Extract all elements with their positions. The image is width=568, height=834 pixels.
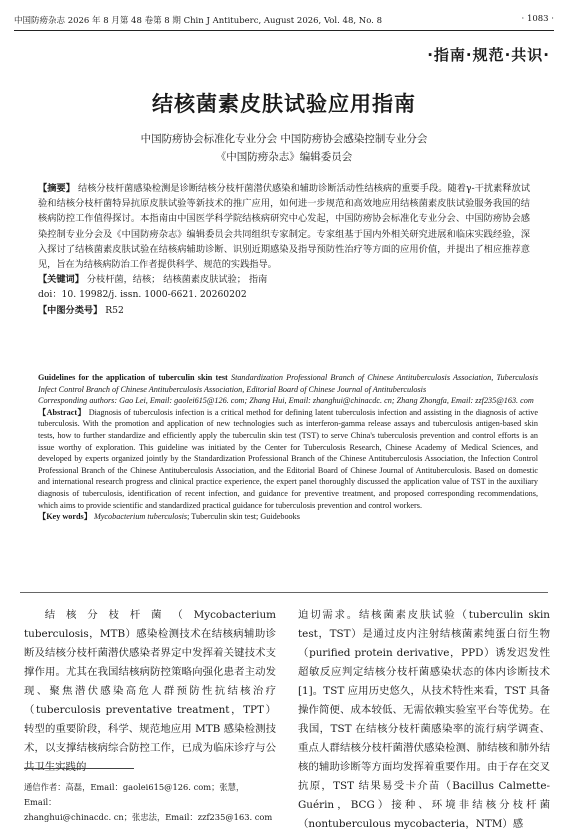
english-abstract [38, 372, 538, 523]
keywords-label-cn: 【关键词】 [38, 274, 84, 286]
keywords-cn: 分枝杆菌，结核； 结核菌素皮肤试验； 指南 [86, 274, 268, 286]
author-line-2: 《中国防痨杂志》编辑委员会 [215, 151, 353, 163]
author-block [0, 130, 568, 166]
body-column-left [24, 606, 276, 777]
header-rule [14, 30, 554, 31]
journal-citation: 中国防痨杂志 2026 年 8 月第 48 卷第 8 期 Chin J Antituberc, August 2026, Vol. 48, No. 8 [14, 16, 382, 26]
section-divider [20, 592, 548, 593]
corresponding-authors: Corresponding authors: Gao Lei, Email: gaolei615@126. com; Zhang Hui, Email: zhanghui@chinacdc. cn; Zhang Zhongfa, Email: zzf235@163. com [38, 396, 534, 406]
clc-label: 【中图分类号】 [38, 304, 103, 316]
running-header [14, 14, 554, 26]
author-line-1: 中国防痨协会标准化专业分会 中国防痨协会感染控制专业分会 [140, 133, 428, 145]
footnote-rule [24, 768, 134, 769]
abstract-text-cn: 结核分枝杆菌感染检测是诊断结核分枝杆菌潜伏感染和辅助诊断活动性结核病的重要手段。随着γ-干扰素释放试验和结核分枝杆菌特异抗原皮肤试验等新技术的推广应用，如何进一步规范和高效地应用结核菌素皮肤试验服务我国的结核病防控工作值得探讨。本指南由中国医学科学院结核病研究中心发起，中国防痨协会标准化专业分会、中国防痨协会感染控制专业分会及《中国防痨杂志》编辑委员会共同组织专家制定。专家组基于国内外相关研究进展和临床实践经验，深入探讨了结核菌素皮肤试验在结核病辅助诊断、识别近期感染及指导预防性治疗等方面的应用价值，并提出了相应推荐意见，旨在为结核病防治工作者提供科学、规范的实践指导。 [38, 183, 531, 271]
keywords-en: ; Tuberculin skin test; Guidebooks [187, 512, 300, 522]
body-paragraph: 结核分枝杆菌（Mycobacterium tuberculosis，MTB）感染检测技术在结核病辅助诊断及结核分枝杆菌潜伏感染者界定中发挥着关键技术支撑作用。尤其在我国结核病防控策略向强化患者主动发现、聚焦潜伏感染高危人群预防性抗结核治疗（tuberculosis preventative treatment，TPT）转型的重要阶段，科学、规范地应用 MTB 感染检测技术，以支撑结核病综合防控工作，已成为临床诊疗与公共卫生实践的 [24, 609, 276, 773]
keyword-mtb: Mycobacterium tuberculosis [93, 512, 188, 522]
footnote [24, 780, 276, 825]
keywords-label-en: 【Key words】 [38, 512, 92, 522]
article-title: 结核菌素皮肤试验应用指南 [152, 92, 416, 116]
doi: doi：10. 19982/j. issn. 1000-6621. 20260202 [38, 289, 247, 301]
page-number: · 1083 · [521, 14, 554, 24]
abstract-text-en: Diagnosis of tuberculosis infection is a critical method for defining latent tuberculosis infection and assisting in the diagnosis of active tuberculosis. With the promotion and application of new technologies such as interferon-gamma release assays and tuberculosis antigen-based skin tests, how to further standardize and efficiently apply the tuberculin skin test (TST) to serve China's tuberculosis prevention and control efforts is an issue worthy of exploration. This guideline was initiated by the Center for Tuberculosis Research, Chinese Academy of Medical Sciences, and developed by experts organized jointly by the Standardization Professional Branch of the Chinese Antituberculosis Association, the Infection Control Professional Branch of the Chinese Antituberculosis Association, and the Editorial Board of Chinese Journal of Antituberculosis. Based on domestic and international research progress and clinical practice experience, the expert panel thoroughly discussed the application value of TST in the auxiliary diagnosis of tuberculosis, identification of recent infection, and guidance for preventive treatment, and proposed corresponding recommendations, which aims to provide scientific and standardized practical guidance for tuberculosis prevention and control workers. [38, 407, 539, 510]
footnote-line-2: zhanghui@chinacdc. cn；张忠法，Email：zzf235@163. com [24, 812, 273, 822]
body-paragraph: 迫切需求。结核菌素皮肤试验（tuberculin skin test，TST）是通过皮内注射结核菌素纯蛋白衍生物（purified protein derivative，PPD）诱发迟发性超敏反应判定结核分枝杆菌感染状态的体内诊断技术[1]。TST 应用历史悠久，从技术特性来看，TST 具备操作简便、成本较低、无需依赖实验室平台等优势。在我国，TST 在结核分枝杆菌感染率的流行病学调查、重点人群结核分枝杆菌潜伏感染检测、肺结核和肺外结核的辅助诊断等方面均发挥着重要作用。由于存在交叉抗原，TST 结果易受卡介苗（Bacillus Calmette-Guérin，BCG）接种、环境非结核分枝杆菌（nontuberculous mycobacteria，NTM）感 [298, 609, 550, 830]
abstract-label-cn: 【摘要】 [38, 183, 75, 194]
body-column-right [298, 606, 550, 834]
chinese-abstract [38, 181, 530, 318]
english-title: Guidelines for the application of tuberculin skin test [38, 373, 228, 382]
abstract-label-en: 【Abstract】 [38, 407, 87, 417]
english-authors: Standardization Professional Branch of Chinese Antituberculosis Association, Tuberculosis Infect Control Branch of Chinese Antituberculosis Association, Editorial Board of Chinese Journal of Antituberculosis [38, 373, 539, 394]
footnote-line-1: 通信作者：高磊，Email：gaolei615@126. com；张慧，Email： [24, 782, 245, 807]
clc-number: R52 [105, 304, 124, 316]
section-label: ·指南·规范·共识· [427, 46, 550, 64]
